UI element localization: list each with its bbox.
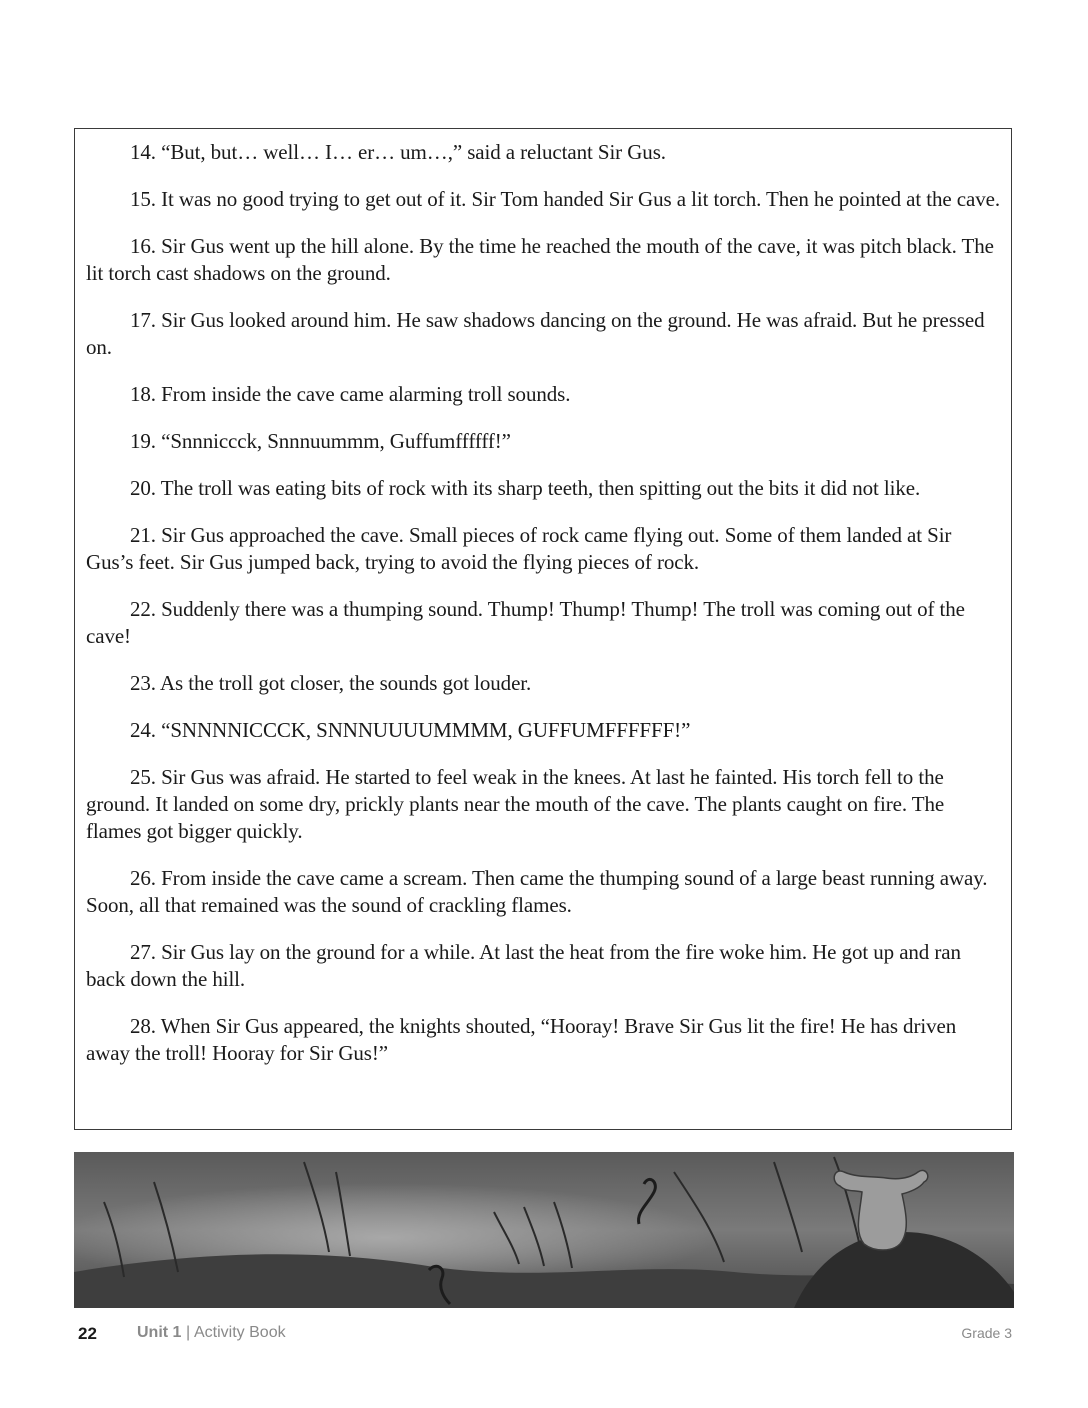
page-number: 22: [78, 1324, 97, 1343]
book-label: Activity Book: [194, 1324, 286, 1341]
story-paragraph-14: 14. “But, but… well… I… er… um…,” said a reluctant Sir Gus.: [130, 140, 666, 164]
story-paragraph-23: 23. As the troll got closer, the sounds got louder.: [130, 671, 532, 695]
story-paragraph-16: 16. Sir Gus went up the hill alone. By the time he reached the mouth of the cave, it was pitch black. The lit torch cast shadows on the ground.: [86, 234, 994, 285]
story-paragraph-27: 27. Sir Gus lay on the ground for a while. At last the heat from the fire woke him. He got up and ran back down the hill.: [86, 940, 961, 991]
story-paragraph-26: 26. From inside the cave came a scream. Then came the thumping sound of a large beast running away. Soon, all that remained was the sound of crackling flames.: [86, 866, 988, 917]
grade-label: Grade 3: [961, 1325, 1012, 1341]
footer-separator: |: [186, 1324, 191, 1341]
story-paragraph-28: 28. When Sir Gus appeared, the knights shouted, “Hooray! Brave Sir Gus lit the fire! He has driven away the troll! Hooray for Sir Gus!”: [86, 1014, 957, 1065]
story-paragraph-18: 18. From inside the cave came alarming troll sounds.: [130, 382, 571, 406]
story-paragraph-22: 22. Suddenly there was a thumping sound. Thump! Thump! Thump! The troll was coming out of the cave!: [86, 597, 965, 648]
story-paragraph-25: 25. Sir Gus was afraid. He started to feel weak in the knees. At last he fainted. His torch fell to the ground. It landed on some dry, prickly plants near the mouth of the cave. The plants caught on fire. The flames got bigger quickly.: [86, 765, 945, 843]
unit-label: Unit 1: [137, 1324, 182, 1341]
story-paragraph-15: 15. It was no good trying to get out of it. Sir Tom handed Sir Gus a lit torch. Then he pointed at the cave.: [130, 187, 1000, 211]
story-text-box: [74, 128, 1012, 1130]
troll-cave-illustration: [74, 1152, 1014, 1308]
story-paragraph-21: 21. Sir Gus approached the cave. Small pieces of rock came flying out. Some of them landed at Sir Gus’s feet. Sir Gus jumped back, trying to avoid the flying pieces of rock.: [86, 523, 952, 574]
page-footer: [0, 1324, 1088, 1348]
story-paragraph-24: 24. “SNNNNICCCK, SNNNUUUUMMMM, GUFFUMFFFFFF!”: [130, 718, 691, 742]
story-paragraph-17: 17. Sir Gus looked around him. He saw shadows dancing on the ground. He was afraid. But he pressed on.: [86, 308, 985, 359]
story-paragraph-20: 20. The troll was eating bits of rock with its sharp teeth, then spitting out the bits it did not like.: [130, 476, 921, 500]
story-paragraph-19: 19. “Snnniccck, Snnnuummm, Guffumffffff!”: [130, 429, 511, 453]
